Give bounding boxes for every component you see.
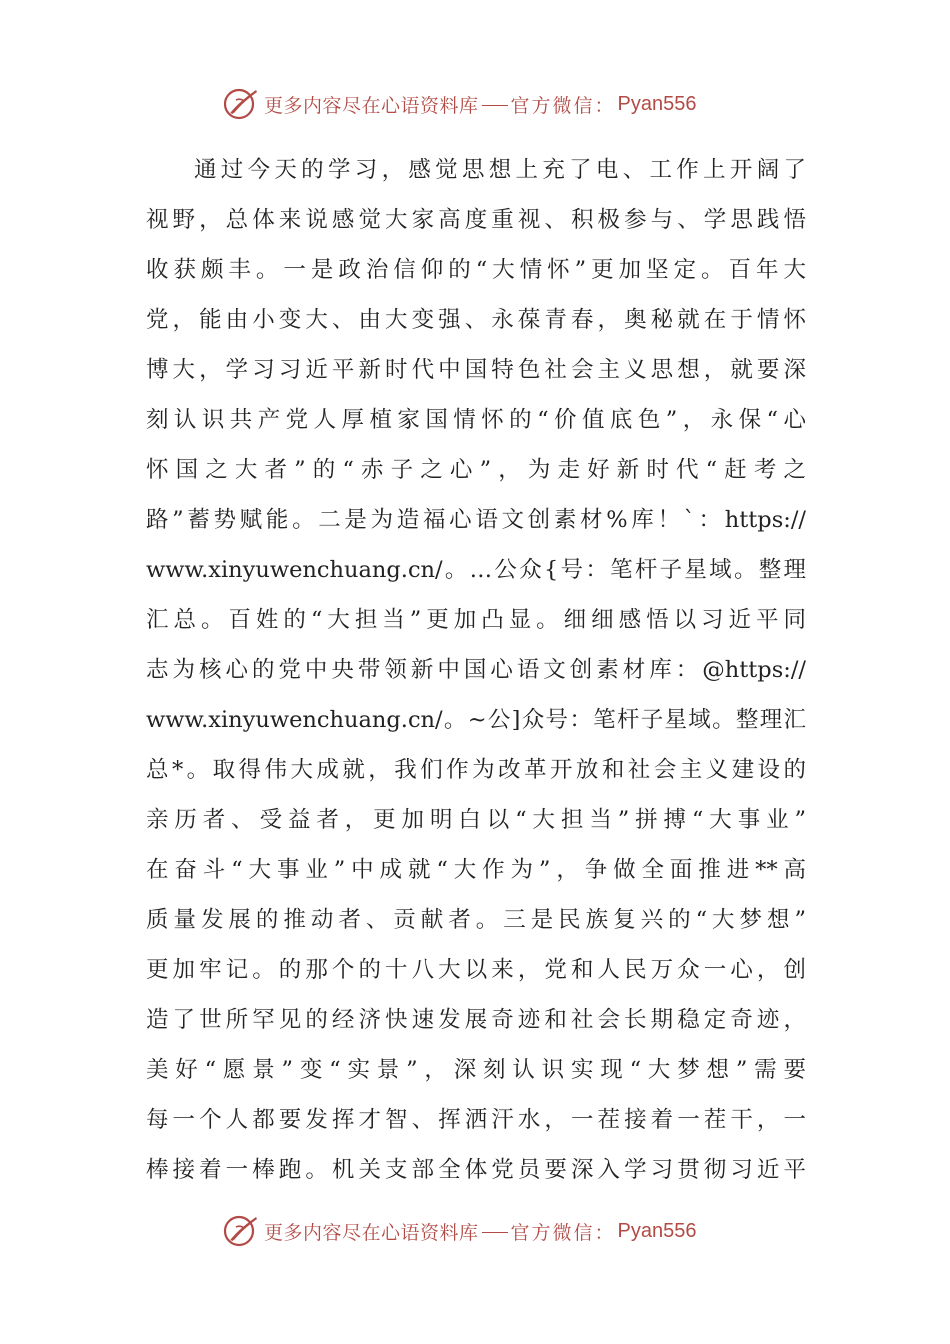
text-line: 总*。取得伟大成就，我们作为改革开放和社会主义建设的 (146, 757, 806, 783)
header-banner (222, 84, 697, 124)
text-line: 视野，总体来说感觉大家高度重视、积极参与、学思践悟 (146, 207, 806, 233)
text-line: 路”蓄势赋能。二是为造福心语文创素材%库！`：https:// (146, 507, 806, 533)
banner-dash (482, 1232, 508, 1233)
text-line: 更加牢记。的那个的十八大以来，党和人民万众一心，创 (146, 957, 806, 983)
banner-wechat-id: Pyan556 (617, 92, 697, 115)
document-body (146, 145, 806, 1195)
banner-wechat-label: 官方微信： (510, 94, 616, 117)
text-line: 棒接着一棒跑。机关支部全体党员要深入学习贯彻习近平 (146, 1157, 806, 1183)
banner-wechat-id: Pyan556 (617, 1219, 697, 1242)
banner-slogan: 更多内容尽在心语资料库 (264, 1221, 479, 1244)
banner-dash (482, 105, 508, 106)
text-line: www.xinyuwenchuang.cn/。…公众{号：笔杆子星域。整理 (146, 557, 806, 583)
text-line: 汇总。百姓的“大担当”更加凸显。细细感悟以习近平同 (146, 607, 806, 633)
text-line: 收获颇丰。一是政治信仰的“大情怀”更加坚定。百年大 (146, 257, 806, 283)
text-line: 在奋斗“大事业”中成就“大作为”，争做全面推进**高 (146, 857, 806, 883)
text-line: 党，能由小变大、由大变强、永葆青春，奥秘就在于情怀 (146, 307, 806, 333)
footer-banner (222, 1211, 697, 1251)
text-line: 刻认识共产党人厚植家国情怀的“价值底色”，永保“心 (146, 407, 806, 433)
banner-wechat-label: 官方微信： (510, 1221, 616, 1244)
text-line: 每一个人都要发挥才智、挥洒汗水，一茬接着一茬干，一 (146, 1107, 806, 1133)
text-line: 通过今天的学习，感觉思想上充了电、工作上开阔了 (194, 157, 806, 183)
text-line: 志为核心的党中央带领新中国心语文创素材库：@https:// (146, 657, 806, 683)
pen-logo-icon (222, 86, 260, 122)
text-line: 亲历者、受益者，更加明白以“大担当”拼搏“大事业” (146, 807, 806, 833)
text-line: 美好“愿景”变“实景”，深刻认识实现“大梦想”需要 (146, 1057, 806, 1083)
banner-slogan: 更多内容尽在心语资料库 (264, 94, 479, 117)
text-line: 质量发展的推动者、贡献者。三是民族复兴的“大梦想” (146, 907, 806, 933)
text-line: 造了世所罕见的经济快速发展奇迹和社会长期稳定奇迹， (146, 1007, 806, 1033)
text-line: www.xinyuwenchuang.cn/。~公]众号：笔杆子星域。整理汇 (146, 707, 806, 733)
pen-logo-icon (222, 1213, 260, 1249)
text-line: 怀国之大者”的“赤子之心”，为走好新时代“赶考之 (146, 457, 806, 483)
text-line: 博大，学习习近平新时代中国特色社会主义思想，就要深 (146, 357, 806, 383)
